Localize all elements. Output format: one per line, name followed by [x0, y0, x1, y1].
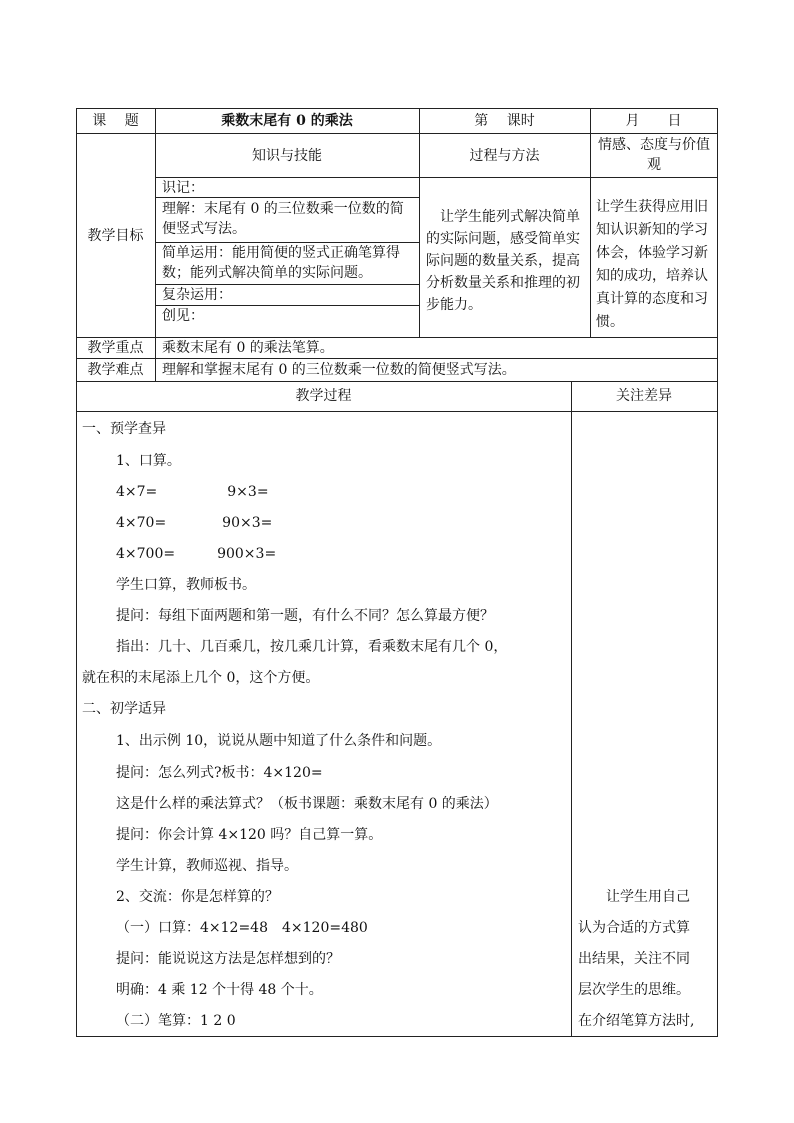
- table-line: [419, 108, 420, 337]
- process-line: 二、初学适异: [82, 701, 166, 717]
- process-header: 过程与方法: [469, 148, 540, 164]
- process-line: 4×7= 9×3=: [116, 484, 269, 500]
- process-line: 一、预学查异: [82, 421, 166, 437]
- knowledge-item: 简单运用：能用简便的竖式正确笔算得数；能列式解决简单的实际问题。: [162, 245, 400, 281]
- goals-label: 教学目标: [87, 228, 144, 244]
- table-line: [76, 411, 718, 412]
- focus-line: 出结果，关注不同: [578, 951, 690, 967]
- process-line: 提问：能说说这方法是怎样想到的？: [116, 951, 340, 967]
- lesson-title: 乘数末尾有 0 的乘法: [221, 113, 353, 129]
- focus-line: 认为合适的方式算: [578, 920, 690, 936]
- process-line: 2、交流：你是怎样算的？: [116, 889, 279, 905]
- process-line: （一）口算：4×12=48 4×120=480: [116, 920, 368, 936]
- focus-line: 层次学生的思维。: [578, 982, 690, 998]
- difficulty-label: 教学难点: [87, 362, 144, 378]
- table-line: [155, 177, 718, 178]
- lesson-period: 第 课时: [474, 113, 535, 129]
- process-line: 1、出示例 10，说说从题中知道了什么条件和问题。: [116, 733, 442, 749]
- process-line: （二）笔算：1 2 0: [116, 1013, 236, 1029]
- process-line: 提问：你会计算 4×120 吗？自己算一算。: [116, 827, 383, 843]
- focus-line: 让学生用自己: [578, 889, 690, 905]
- key-point-label: 教学重点: [87, 340, 144, 356]
- key-point-text: 乘数末尾有 0 的乘法笔算。: [162, 340, 334, 356]
- knowledge-header: 知识与技能: [252, 148, 322, 164]
- focus-line: 在介绍笔算方法时,: [578, 1013, 695, 1029]
- process-line: 学生口算，教师板书。: [116, 577, 256, 593]
- table-line: [76, 381, 718, 382]
- table-bottom-border: [76, 1036, 718, 1037]
- process-line: 4×70= 90×3=: [116, 515, 273, 531]
- knowledge-item: 理解：末尾有 0 的三位数乘一位数的简便竖式写法。: [162, 201, 404, 237]
- knowledge-item: 创见：: [162, 308, 204, 324]
- emotion-header: 情感、态度与价值观: [598, 137, 710, 173]
- emotion-goal-text: 让学生获得应用旧知认识新知的学习体会，体验学习新知的成功，培养认真计算的态度和习惯。: [596, 199, 708, 330]
- process-line: 就在积的末尾添上几个 0，这个方便。: [82, 670, 320, 686]
- process-goal-text: 让学生能列式解决简单的实际问题，感受简单实际问题的数量关系，提高分析数量关系和推理的初步能力。: [426, 209, 580, 313]
- table-line: [590, 108, 591, 337]
- table-line: [76, 133, 718, 134]
- process-line: 这是什么样的乘法算式？（板书课题：乘数末尾有 0 的乘法）: [116, 796, 498, 812]
- table-left-border: [76, 108, 77, 1037]
- process-line: 明确：4 乘 12 个十得 48 个十。: [116, 982, 323, 998]
- table-right-border: [717, 108, 718, 1037]
- process-line: 指出：几十、几百乘几，按几乘几计算，看乘数末尾有几个 0，: [116, 639, 508, 655]
- table-line: [571, 381, 572, 1036]
- knowledge-item: 识记：: [162, 180, 204, 196]
- subject-label: 课 题: [92, 113, 139, 129]
- table-line: [76, 358, 718, 359]
- focus-section-header: 关注差异: [616, 388, 672, 404]
- process-line: 学生计算，教师巡视、指导。: [116, 858, 298, 874]
- process-line: 提问：每组下面两题和第一题，有什么不同？怎么算最方便？: [116, 608, 494, 624]
- knowledge-item: 复杂运用：: [162, 287, 232, 303]
- process-line: 4×700= 900×3=: [116, 546, 277, 562]
- process-line: 1、口算。: [116, 453, 181, 469]
- process-section-header: 教学过程: [295, 388, 352, 404]
- table-top-border: [76, 108, 718, 109]
- process-line: 提问：怎么列式?板书：4×120=: [116, 765, 323, 781]
- lesson-date: 月 日: [625, 113, 682, 129]
- difficulty-text: 理解和掌握末尾有 0 的三位数乘一位数的简便竖式写法。: [162, 362, 516, 378]
